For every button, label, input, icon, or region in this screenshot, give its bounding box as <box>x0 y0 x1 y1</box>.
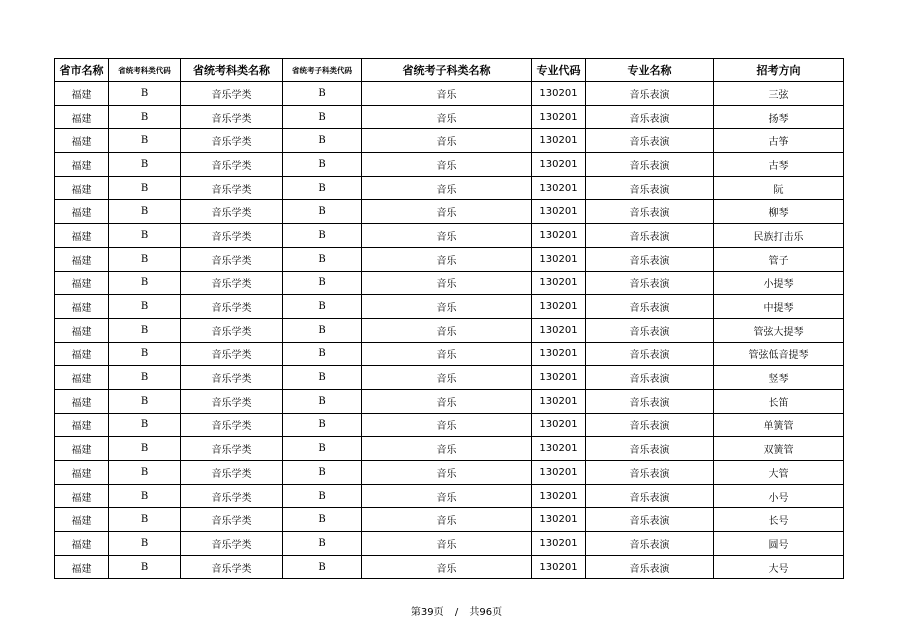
cell-category-code: B <box>109 342 181 366</box>
table-row <box>55 200 844 224</box>
table-row <box>55 318 844 342</box>
cell-major-code: 130201 <box>532 247 586 271</box>
cell-province: 福建 <box>55 508 109 532</box>
cell-subcategory-name: 音乐 <box>362 271 532 295</box>
cell-major-name: 音乐表演 <box>586 532 714 556</box>
cell-province: 福建 <box>55 247 109 271</box>
header-province: 省市名称 <box>55 59 109 82</box>
cell-subcategory-name: 音乐 <box>362 366 532 390</box>
cell-province: 福建 <box>55 224 109 248</box>
cell-subcategory-code: B <box>283 389 362 413</box>
cell-major-name: 音乐表演 <box>586 318 714 342</box>
cell-subcategory-name: 音乐 <box>362 105 532 129</box>
cell-subcategory-name: 音乐 <box>362 508 532 532</box>
cell-major-code: 130201 <box>532 153 586 177</box>
header-subcategory-code: 省统考子科类代码 <box>283 59 362 82</box>
table-row <box>55 555 844 579</box>
cell-category-code: B <box>109 508 181 532</box>
cell-major-name: 音乐表演 <box>586 153 714 177</box>
cell-category-name: 音乐学类 <box>181 318 283 342</box>
cell-direction: 古筝 <box>714 129 844 153</box>
cell-category-name: 音乐学类 <box>181 508 283 532</box>
cell-direction: 管弦低音提琴 <box>714 342 844 366</box>
cell-province: 福建 <box>55 532 109 556</box>
cell-direction: 圆号 <box>714 532 844 556</box>
cell-major-name: 音乐表演 <box>586 342 714 366</box>
cell-category-code: B <box>109 366 181 390</box>
table-row <box>55 342 844 366</box>
cell-category-code: B <box>109 105 181 129</box>
cell-major-name: 音乐表演 <box>586 271 714 295</box>
cell-province: 福建 <box>55 200 109 224</box>
table-row <box>55 484 844 508</box>
cell-direction: 柳琴 <box>714 200 844 224</box>
cell-major-name: 音乐表演 <box>586 247 714 271</box>
cell-province: 福建 <box>55 176 109 200</box>
cell-direction: 竖琴 <box>714 366 844 390</box>
cell-province: 福建 <box>55 413 109 437</box>
cell-major-code: 130201 <box>532 105 586 129</box>
cell-direction: 阮 <box>714 176 844 200</box>
cell-subcategory-name: 音乐 <box>362 555 532 579</box>
cell-category-name: 音乐学类 <box>181 129 283 153</box>
cell-subcategory-name: 音乐 <box>362 437 532 461</box>
cell-province: 福建 <box>55 105 109 129</box>
cell-subcategory-code: B <box>283 508 362 532</box>
cell-category-code: B <box>109 413 181 437</box>
page-current: 第39页 <box>410 607 444 618</box>
cell-direction: 中提琴 <box>714 295 844 319</box>
cell-subcategory-code: B <box>283 555 362 579</box>
cell-category-name: 音乐学类 <box>181 532 283 556</box>
header-direction: 招考方向 <box>714 59 844 82</box>
cell-direction: 双簧管 <box>714 437 844 461</box>
cell-major-code: 130201 <box>532 176 586 200</box>
cell-category-name: 音乐学类 <box>181 366 283 390</box>
cell-category-code: B <box>109 389 181 413</box>
cell-subcategory-code: B <box>283 105 362 129</box>
cell-subcategory-name: 音乐 <box>362 413 532 437</box>
cell-direction: 小提琴 <box>714 271 844 295</box>
cell-category-code: B <box>109 532 181 556</box>
cell-category-code: B <box>109 82 181 106</box>
cell-province: 福建 <box>55 153 109 177</box>
cell-direction: 大管 <box>714 461 844 485</box>
cell-category-code: B <box>109 176 181 200</box>
cell-major-code: 130201 <box>532 437 586 461</box>
cell-category-code: B <box>109 271 181 295</box>
table-row <box>55 105 844 129</box>
cell-subcategory-code: B <box>283 271 362 295</box>
cell-category-code: B <box>109 461 181 485</box>
cell-subcategory-name: 音乐 <box>362 247 532 271</box>
cell-category-name: 音乐学类 <box>181 342 283 366</box>
cell-category-name: 音乐学类 <box>181 105 283 129</box>
cell-subcategory-code: B <box>283 318 362 342</box>
cell-direction: 古琴 <box>714 153 844 177</box>
cell-province: 福建 <box>55 366 109 390</box>
cell-subcategory-code: B <box>283 224 362 248</box>
cell-province: 福建 <box>55 484 109 508</box>
cell-subcategory-name: 音乐 <box>362 200 532 224</box>
cell-major-code: 130201 <box>532 532 586 556</box>
cell-direction: 小号 <box>714 484 844 508</box>
cell-category-code: B <box>109 224 181 248</box>
cell-subcategory-code: B <box>283 295 362 319</box>
table-row <box>55 247 844 271</box>
cell-category-name: 音乐学类 <box>181 461 283 485</box>
cell-major-code: 130201 <box>532 129 586 153</box>
cell-subcategory-code: B <box>283 176 362 200</box>
cell-major-name: 音乐表演 <box>586 129 714 153</box>
table-row <box>55 461 844 485</box>
cell-major-code: 130201 <box>532 342 586 366</box>
cell-major-code: 130201 <box>532 224 586 248</box>
cell-subcategory-name: 音乐 <box>362 342 532 366</box>
table-row <box>55 413 844 437</box>
cell-province: 福建 <box>55 318 109 342</box>
cell-category-name: 音乐学类 <box>181 295 283 319</box>
cell-subcategory-name: 音乐 <box>362 295 532 319</box>
cell-major-code: 130201 <box>532 271 586 295</box>
cell-category-code: B <box>109 200 181 224</box>
cell-major-name: 音乐表演 <box>586 484 714 508</box>
cell-major-name: 音乐表演 <box>586 437 714 461</box>
cell-direction: 大号 <box>714 555 844 579</box>
cell-category-code: B <box>109 153 181 177</box>
cell-province: 福建 <box>55 389 109 413</box>
cell-province: 福建 <box>55 437 109 461</box>
cell-category-code: B <box>109 247 181 271</box>
cell-subcategory-code: B <box>283 342 362 366</box>
table-row <box>55 389 844 413</box>
table-body <box>55 82 844 579</box>
cell-subcategory-code: B <box>283 461 362 485</box>
cell-category-name: 音乐学类 <box>181 389 283 413</box>
cell-direction: 管子 <box>714 247 844 271</box>
table-row <box>55 295 844 319</box>
cell-province: 福建 <box>55 82 109 106</box>
cell-major-name: 音乐表演 <box>586 82 714 106</box>
cell-subcategory-name: 音乐 <box>362 532 532 556</box>
cell-subcategory-name: 音乐 <box>362 153 532 177</box>
cell-category-name: 音乐学类 <box>181 413 283 437</box>
cell-major-code: 130201 <box>532 555 586 579</box>
cell-subcategory-name: 音乐 <box>362 224 532 248</box>
cell-direction: 三弦 <box>714 82 844 106</box>
cell-major-code: 130201 <box>532 318 586 342</box>
cell-subcategory-code: B <box>283 532 362 556</box>
table-row <box>55 271 844 295</box>
cell-subcategory-name: 音乐 <box>362 484 532 508</box>
page-footer <box>0 603 913 618</box>
cell-direction: 扬琴 <box>714 105 844 129</box>
table-header-row <box>55 59 844 82</box>
cell-major-name: 音乐表演 <box>586 105 714 129</box>
table-row <box>55 129 844 153</box>
header-major-name: 专业名称 <box>586 59 714 82</box>
cell-subcategory-code: B <box>283 200 362 224</box>
cell-category-code: B <box>109 129 181 153</box>
cell-major-name: 音乐表演 <box>586 295 714 319</box>
cell-major-name: 音乐表演 <box>586 176 714 200</box>
cell-major-code: 130201 <box>532 295 586 319</box>
page-total: 共96页 <box>469 607 503 618</box>
cell-province: 福建 <box>55 555 109 579</box>
cell-major-name: 音乐表演 <box>586 508 714 532</box>
table-row <box>55 366 844 390</box>
cell-subcategory-code: B <box>283 247 362 271</box>
cell-province: 福建 <box>55 295 109 319</box>
table-row <box>55 437 844 461</box>
table-row <box>55 176 844 200</box>
cell-province: 福建 <box>55 129 109 153</box>
cell-category-name: 音乐学类 <box>181 437 283 461</box>
table-row <box>55 82 844 106</box>
cell-category-code: B <box>109 555 181 579</box>
enrollment-table <box>54 58 844 579</box>
cell-subcategory-name: 音乐 <box>362 389 532 413</box>
cell-province: 福建 <box>55 271 109 295</box>
cell-category-name: 音乐学类 <box>181 200 283 224</box>
header-category-name: 省统考科类名称 <box>181 59 283 82</box>
cell-subcategory-name: 音乐 <box>362 318 532 342</box>
cell-major-name: 音乐表演 <box>586 224 714 248</box>
cell-category-name: 音乐学类 <box>181 247 283 271</box>
cell-category-code: B <box>109 437 181 461</box>
cell-province: 福建 <box>55 461 109 485</box>
cell-subcategory-code: B <box>283 153 362 177</box>
cell-subcategory-name: 音乐 <box>362 82 532 106</box>
page-separator: / <box>454 607 459 618</box>
cell-category-code: B <box>109 318 181 342</box>
cell-category-name: 音乐学类 <box>181 555 283 579</box>
cell-major-name: 音乐表演 <box>586 461 714 485</box>
header-subcategory-name: 省统考子科类名称 <box>362 59 532 82</box>
cell-subcategory-code: B <box>283 437 362 461</box>
cell-major-code: 130201 <box>532 200 586 224</box>
cell-direction: 长笛 <box>714 389 844 413</box>
cell-subcategory-code: B <box>283 413 362 437</box>
cell-direction: 民族打击乐 <box>714 224 844 248</box>
cell-subcategory-code: B <box>283 129 362 153</box>
cell-major-code: 130201 <box>532 508 586 532</box>
cell-major-name: 音乐表演 <box>586 366 714 390</box>
cell-direction: 单簧管 <box>714 413 844 437</box>
cell-category-code: B <box>109 484 181 508</box>
cell-major-name: 音乐表演 <box>586 389 714 413</box>
cell-subcategory-name: 音乐 <box>362 461 532 485</box>
cell-major-code: 130201 <box>532 366 586 390</box>
cell-category-name: 音乐学类 <box>181 176 283 200</box>
table-row <box>55 224 844 248</box>
header-major-code: 专业代码 <box>532 59 586 82</box>
cell-category-name: 音乐学类 <box>181 271 283 295</box>
cell-direction: 管弦大提琴 <box>714 318 844 342</box>
cell-major-code: 130201 <box>532 82 586 106</box>
cell-subcategory-code: B <box>283 82 362 106</box>
cell-category-name: 音乐学类 <box>181 153 283 177</box>
cell-category-name: 音乐学类 <box>181 484 283 508</box>
cell-subcategory-code: B <box>283 484 362 508</box>
cell-major-code: 130201 <box>532 389 586 413</box>
cell-major-name: 音乐表演 <box>586 413 714 437</box>
cell-category-code: B <box>109 295 181 319</box>
table-row <box>55 532 844 556</box>
table-row <box>55 508 844 532</box>
cell-major-code: 130201 <box>532 484 586 508</box>
cell-major-code: 130201 <box>532 413 586 437</box>
cell-category-name: 音乐学类 <box>181 224 283 248</box>
cell-major-name: 音乐表演 <box>586 555 714 579</box>
cell-subcategory-name: 音乐 <box>362 176 532 200</box>
cell-category-name: 音乐学类 <box>181 82 283 106</box>
cell-subcategory-code: B <box>283 366 362 390</box>
cell-direction: 长号 <box>714 508 844 532</box>
cell-major-name: 音乐表演 <box>586 200 714 224</box>
header-category-code: 省统考科类代码 <box>109 59 181 82</box>
table-row <box>55 153 844 177</box>
cell-major-code: 130201 <box>532 461 586 485</box>
cell-province: 福建 <box>55 342 109 366</box>
cell-subcategory-name: 音乐 <box>362 129 532 153</box>
